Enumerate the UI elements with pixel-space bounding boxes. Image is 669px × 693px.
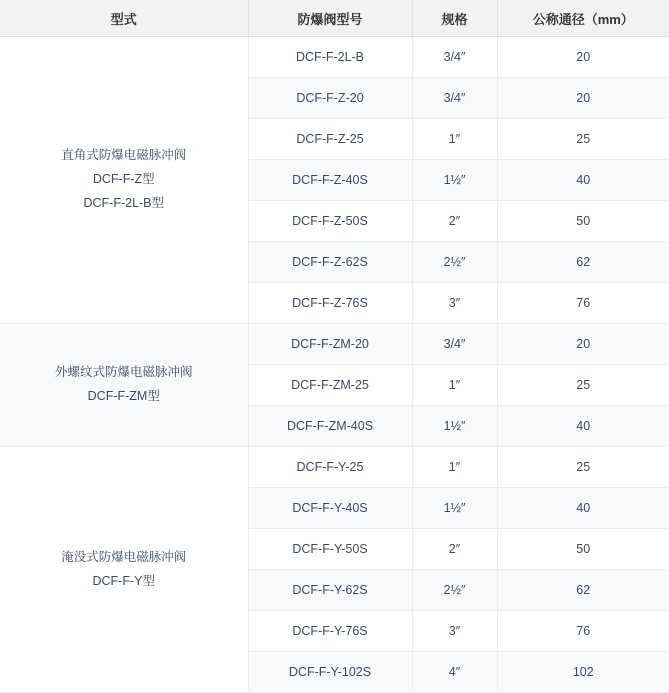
table-body	[0, 37, 669, 693]
cell-nominal-diameter: 20	[497, 324, 669, 365]
cell-model: DCF-F-Z-62S	[248, 242, 412, 283]
cell-spec: 3″	[412, 611, 497, 652]
type-line: DCF-F-Z型	[92, 172, 155, 187]
cell-nominal-diameter: 40	[497, 160, 669, 201]
cell-spec: 1″	[412, 447, 497, 488]
cell-nominal-diameter: 62	[497, 570, 669, 611]
cell-nominal-diameter: 25	[497, 365, 669, 406]
cell-model: DCF-F-Y-102S	[248, 652, 412, 693]
cell-nominal-diameter: 40	[497, 406, 669, 447]
cell-type	[0, 447, 248, 693]
column-header-model: 防爆阀型号	[248, 0, 412, 37]
table-row	[0, 37, 669, 78]
cell-spec: 3/4″	[412, 324, 497, 365]
cell-nominal-diameter: 40	[497, 488, 669, 529]
table-row	[0, 324, 669, 365]
cell-nominal-diameter: 50	[497, 201, 669, 242]
table-header	[0, 0, 669, 37]
cell-model: DCF-F-Y-40S	[248, 488, 412, 529]
cell-spec: 2½″	[412, 242, 497, 283]
column-header-type: 型式	[0, 0, 248, 37]
cell-spec: 2″	[412, 529, 497, 570]
cell-model: DCF-F-Y-50S	[248, 529, 412, 570]
cell-model: DCF-F-Y-25	[248, 447, 412, 488]
cell-nominal-diameter: 76	[497, 611, 669, 652]
cell-spec: 1½″	[412, 160, 497, 201]
cell-nominal-diameter: 62	[497, 242, 669, 283]
cell-spec: 1½″	[412, 488, 497, 529]
cell-nominal-diameter: 20	[497, 37, 669, 78]
cell-nominal-diameter: 102	[497, 652, 669, 693]
cell-spec: 1½″	[412, 406, 497, 447]
cell-model: DCF-F-Z-40S	[248, 160, 412, 201]
cell-nominal-diameter: 50	[497, 529, 669, 570]
cell-spec: 4″	[412, 652, 497, 693]
cell-model: DCF-F-Z-25	[248, 119, 412, 160]
type-line: 外螺纹式防爆电磁脉冲阀	[54, 365, 193, 380]
cell-model: DCF-F-ZM-20	[248, 324, 412, 365]
cell-model: DCF-F-Y-76S	[248, 611, 412, 652]
cell-model: DCF-F-Z-20	[248, 78, 412, 119]
type-line: 直角式防爆电磁脉冲阀	[61, 148, 187, 163]
cell-model: DCF-F-Z-50S	[248, 201, 412, 242]
cell-spec: 3/4″	[412, 78, 497, 119]
type-line: DCF-F-Y型	[92, 573, 155, 588]
cell-type	[0, 37, 248, 324]
column-header-nominal-diameter: 公称通径（mm）	[497, 0, 669, 37]
cell-nominal-diameter: 20	[497, 78, 669, 119]
type-line: 淹没式防爆电磁脉冲阀	[61, 549, 187, 564]
cell-spec: 1″	[412, 119, 497, 160]
cell-nominal-diameter: 25	[497, 447, 669, 488]
cell-spec: 1″	[412, 365, 497, 406]
cell-spec: 3/4″	[412, 37, 497, 78]
header-row	[0, 0, 669, 37]
cell-model: DCF-F-2L-B	[248, 37, 412, 78]
cell-model: DCF-F-Z-76S	[248, 283, 412, 324]
cell-nominal-diameter: 25	[497, 119, 669, 160]
cell-model: DCF-F-Y-62S	[248, 570, 412, 611]
table-row	[0, 447, 669, 488]
cell-model: DCF-F-ZM-25	[248, 365, 412, 406]
type-line: DCF-F-ZM型	[87, 389, 160, 403]
cell-model: DCF-F-ZM-40S	[248, 406, 412, 447]
cell-type	[0, 324, 248, 447]
cell-spec: 3″	[412, 283, 497, 324]
cell-nominal-diameter: 76	[497, 283, 669, 324]
cell-spec: 2″	[412, 201, 497, 242]
cell-spec: 2½″	[412, 570, 497, 611]
type-line: DCF-F-2L-B型	[83, 195, 165, 210]
column-header-spec: 规格	[412, 0, 497, 37]
